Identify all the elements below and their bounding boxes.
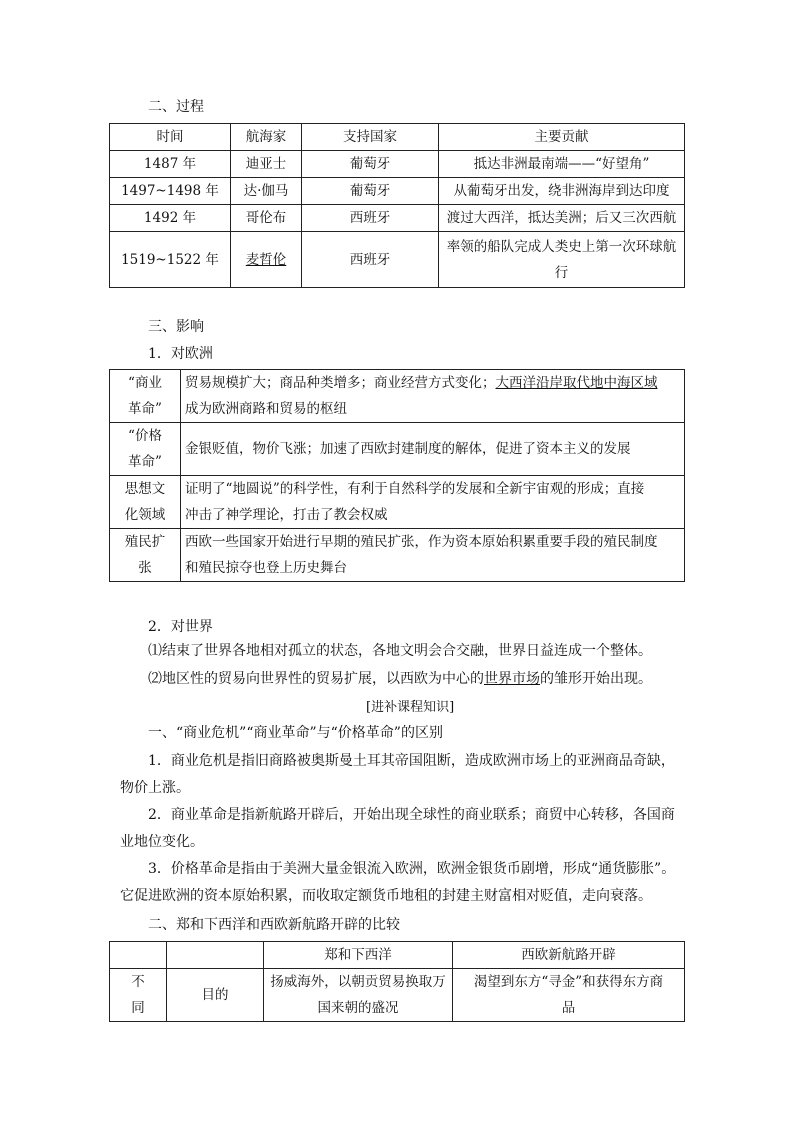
row-label [110, 423, 181, 476]
header-west: 西欧新航路开辟 [453, 942, 685, 969]
table-row [110, 423, 685, 476]
world-point-1: ⑴结束了世界各地相对孤立的状态，各地文明会合交融，世界日益连成一个整体。 [148, 643, 652, 659]
subheading-europe: 1．对欧洲 [148, 346, 213, 362]
label-line: 张 [138, 560, 152, 576]
cell-navigator-wrap [231, 232, 302, 288]
cell-contribution: 抵达非洲最南端——“好望角” [439, 151, 685, 178]
text-part: 贸易规模扩大；商品种类增多；商业经营方式变化； [185, 375, 496, 391]
text-line [185, 370, 680, 396]
label-line: 革命” [128, 401, 162, 417]
header-time: 时间 [110, 124, 231, 151]
table-row [110, 969, 685, 1022]
contribution-line: 行 [554, 264, 569, 281]
row-text [181, 370, 685, 423]
cell-time: 1492 年 [110, 205, 231, 232]
table-row [110, 370, 685, 423]
label-line: 不 [131, 974, 145, 990]
supplement-item-3 [120, 856, 700, 910]
underlined-text: 大西洋沿岸取代地中海区域 [495, 375, 658, 391]
text-line: 证明了“地圆说”的科学性，有利于自然科学的发展和全新宇宙观的形成；直接 [185, 481, 645, 497]
table-row [110, 232, 685, 288]
group-label [110, 969, 167, 1022]
row-text [181, 529, 685, 582]
text-part: ⑵地区性的贸易向世界性的贸易扩展，以西欧为中心的 [148, 671, 484, 687]
label-line: 同 [131, 1000, 145, 1016]
header-contribution: 主要贡献 [439, 124, 685, 151]
text-part: 的雏形开始出现。 [540, 671, 652, 687]
cell-contribution: 从葡萄牙出发，绕非洲海岸到达印度 [439, 178, 685, 205]
empty-cell [110, 942, 167, 969]
text-line: 2．商业革命是指新航路开辟后，开始出现全球性的商业联系；商贸中心转移，各国商 [148, 807, 675, 823]
text-line: 1．商业危机是指旧商路被奥斯曼土耳其帝国阻断，造成欧洲市场上的亚洲商品奇缺， [148, 753, 675, 769]
voyage-table [109, 123, 685, 288]
row-label: 目的 [167, 969, 264, 1022]
row-label [110, 370, 181, 423]
table-header-row [110, 124, 685, 151]
text-line: 西欧一些国家开始进行早期的殖民扩张，作为资本原始积累重要手段的殖民制度 [185, 534, 658, 550]
cell-time: 1487 年 [110, 151, 231, 178]
label-line: 化领域 [124, 507, 166, 523]
table-row [110, 178, 685, 205]
contribution-line: 率领的船队完成人类史上第一次环球航 [446, 238, 677, 255]
table-row [110, 205, 685, 232]
world-point-2 [148, 666, 652, 693]
supplement-heading-1: 一、“商业危机”“商业革命”与“价格革命”的区别 [148, 725, 443, 741]
text-line: 渴望到东方“寻金”和获得东方商 [473, 974, 664, 990]
cell-navigator: 麦哲伦 [245, 251, 287, 268]
header-zheng-he: 郑和下西洋 [264, 942, 453, 969]
cell-contribution: 渡过大西洋，抵达美洲；后又三次西航 [439, 205, 685, 232]
cell-time: 1497~1498 年 [110, 178, 231, 205]
cell-country: 西班牙 [302, 205, 439, 232]
table-header-row [110, 942, 685, 969]
row-label [110, 476, 181, 529]
header-navigator: 航海家 [231, 124, 302, 151]
cell-navigator: 哥伦布 [231, 205, 302, 232]
section-heading-impact: 三、影响 [148, 319, 204, 335]
label-line: “价格 [128, 428, 162, 444]
cell-zheng-he [264, 969, 453, 1022]
empty-cell [167, 942, 264, 969]
text-line: 扬威海外，以朝贡贸易换取万 [270, 974, 446, 990]
cell-navigator: 达·伽马 [231, 178, 302, 205]
table-row [110, 476, 685, 529]
header-country: 支持国家 [302, 124, 439, 151]
underlined-text: 世界市场 [484, 671, 540, 687]
section-heading-process: 二、过程 [148, 99, 204, 115]
supplement-title: [进补课程知识] [366, 700, 455, 715]
table-row [110, 529, 685, 582]
row-text: 金银贬值，物价飞涨；加速了西欧封建制度的解体，促进了资本主义的发展 [181, 423, 685, 476]
comparison-table [109, 941, 685, 1022]
label-line: 殖民扩 [124, 534, 166, 550]
cell-country: 葡萄牙 [302, 151, 439, 178]
text-line: 品 [561, 1000, 576, 1016]
cell-navigator: 迪亚士 [231, 151, 302, 178]
text-line: 和殖民掠夺也登上历史舞台 [185, 560, 347, 576]
impact-table [109, 369, 685, 582]
text-line: 成为欧洲商路和贸易的枢纽 [185, 401, 347, 417]
text-line: 它促进欧洲的资本原始积累，而收取定额货币地租的封建主财富相对贬值，走向衰落。 [120, 888, 652, 904]
label-line: 革命” [128, 454, 162, 470]
text-line: 物价上涨。 [120, 780, 190, 796]
supplement-item-1 [120, 748, 690, 802]
text-line: 业地位变化。 [120, 834, 204, 850]
supplement-item-2 [120, 802, 690, 856]
cell-country: 葡萄牙 [302, 178, 439, 205]
cell-time: 1519~1522 年 [110, 232, 231, 288]
label-line: “商业 [128, 375, 162, 391]
cell-contribution [439, 232, 685, 288]
text-line: 3．价格革命是指由于美洲大量金银流入欧洲，欧洲金银货币剧增，形成“通货膨胀”。 [148, 861, 676, 877]
text-line: 国来朝的盛况 [317, 1000, 399, 1016]
supplement-heading-2: 二、郑和下西洋和西欧新航路开辟的比较 [148, 917, 400, 933]
label-line: 思想文 [124, 481, 166, 497]
text-line: 冲击了神学理论，打击了教会权威 [185, 507, 388, 523]
subheading-world: 2．对世界 [148, 619, 213, 635]
table-row [110, 151, 685, 178]
row-text [181, 476, 685, 529]
row-label [110, 529, 181, 582]
cell-country: 西班牙 [302, 232, 439, 288]
cell-west [453, 969, 685, 1022]
